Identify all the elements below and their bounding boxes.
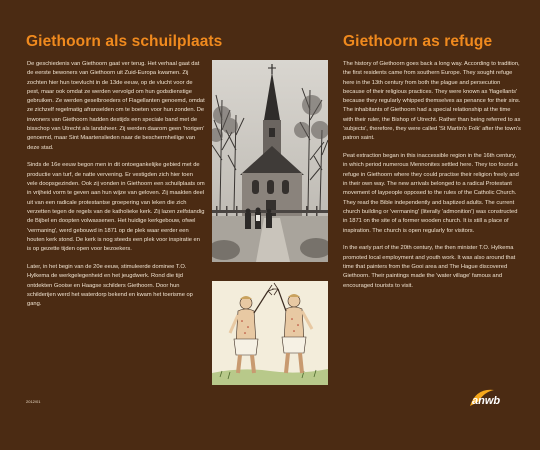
english-title: Giethoorn as refuge [343,33,493,50]
flagellants-woodcut [212,281,328,385]
panel-code: 2012/01 [26,399,41,404]
flagellants-illustration [212,281,328,385]
logo-text: anwb [472,395,501,407]
dutch-title: Giethoorn als schuilplaats [26,33,223,50]
english-paragraph: Peat extraction began in this inaccessible region in the 16th century, in which period numerous Mennonites settled here. They too found a refuge in Giethoorn where they could practise their religion freely and in their own way. The new arrivals belonged to a radical Protestant movement of laypeople opposed to the rules of the Catholic Church. They read the Bible independently and baptized adults. The current church building or 'vermaning' (literally 'admonition') was constructed in 1871 on the site of a former wooden church. It is still a place of inspiration. The church is open regularly for visitors. [343,153,519,234]
english-text-column [343,60,521,299]
english-paragraph: In the early part of the 20th century, the then minister T.O. Hylkema promoted local employment and youth work. It was also around that time that painters from the Gooi area and The Hague discovered Giethoorn. Their paintings made the 'water village' famous and encouraged tourists to visit. [343,245,516,289]
dutch-paragraph: Sinds de 16e eeuw begon men in dit ontoegankelijke gebied met de productie van turf, de natte vervening. Er vestigden zich hier toen vele doopsgezinden. Ook zij vonden in Giethoorn een schuilplaats om in vrijheid vorm te geven aan hun wijze van geloven. Zij maakten deel uit van een radicale protestantse groepering van leken die zich verzetten tegen de regels van de katholieke kerk. Zij lazen zelfstandig de Bijbel en doopten volwassenen. Het huidige kerkgebouw, ofwel 'vermaning', werd gebouwd in 1871 op de plek waar eerder een houten kerk stond. De kerk is nog steeds een plek voor inspiratie en is op gezette tijden open voor bezoekers. [27,162,205,253]
church-photo-illustration [212,60,328,262]
dutch-text-column [27,60,205,318]
dutch-paragraph: Later, in het begin van de 20e eeuw, stimuleerde dominee T.O. Hylkema de werkgelegenheid en het jeugdwerk. Rond die tijd ontdekten Gooise en Haagse schilders Giethoorn. Door hun schilderijen werd het waterdorp bekend en kwam het toerisme op gang. [27,263,193,308]
english-paragraph: The history of Giethoorn goes back a long way. According to tradition, the first residents came from southern Europe. They sought refuge here in the 13th century from both the plague and persecution because of their religious practices. They were known as 'flagellants' because they regularly whipped themselves as penance for their sins. The inhabitants of Giethoorn had a special relationship at the time with their ruler, the Bishop of Utrecht. Rather than being referred to as 'subjects', therefore, they were called 'St Martin's Folk' after the town's patron saint. [343,61,521,142]
anwb-logo [466,386,510,410]
dutch-paragraph: De geschiedenis van Giethoorn gaat ver terug. Het verhaal gaat dat de eerste bewoners van Giethoorn uit Zuid-Europa kwamen. Zij zochten hier hun toevlucht in de 13de eeuw, op de vlucht voor de pest, maar ook omdat ze werden vervolgd om hun godsdienstige gebruiken. Ze werden geselbroeders of Flagellanten genoemd, omdat ze zichzelf regelmatig afranselden om te boeten voor hun zonden. De inwoners van Giethoorn hadden destijds een speciale band met de bisschop van Utrecht als landsheer. Zij werden daarom geen 'horigen' genoemd, maar Sint Maartenslieden naar de beschermheilige van deze stad. [27,61,205,151]
church-photo [212,60,328,262]
